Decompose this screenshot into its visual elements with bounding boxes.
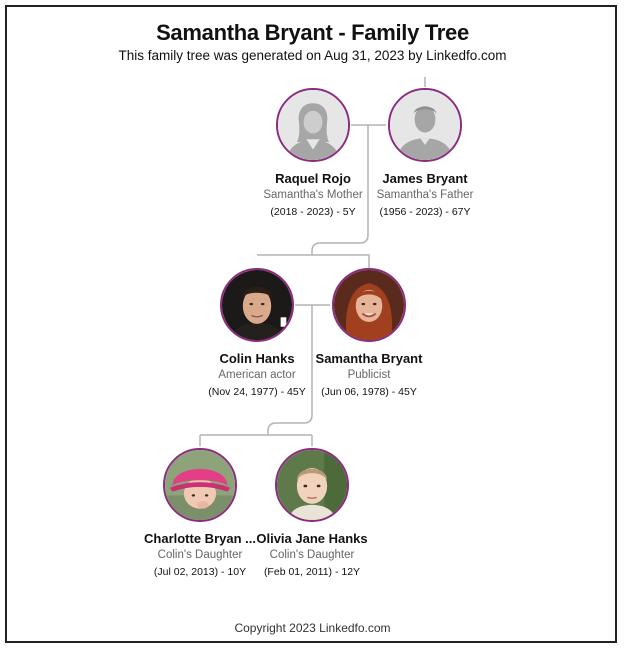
person-dates-olivia-jane-hanks: (Feb 01, 2011) - 12Y [263, 566, 361, 578]
page-title: Samantha Bryant - Family Tree [156, 20, 469, 45]
person-dates-james-bryant: (1956 - 2023) - 67Y [379, 206, 471, 218]
man-portrait-icon [222, 270, 292, 340]
copyright-footer[interactable]: Copyright 2023 Linkedfo.com [234, 621, 391, 635]
avatar-colin-hanks[interactable] [220, 268, 294, 342]
avatar-raquel-rojo[interactable] [276, 88, 350, 162]
person-role-charlotte: Colin's Daughter [157, 549, 243, 561]
toddler-pink-hat-icon [165, 450, 235, 520]
person-name-samantha-bryant[interactable]: Samantha Bryant [315, 351, 423, 366]
avatar-olivia-jane-hanks[interactable] [275, 448, 349, 522]
person-role-raquel-rojo: Samantha's Mother [263, 189, 363, 201]
person-name-charlotte[interactable]: Charlotte Bryan ... [144, 531, 256, 546]
connector-children-bar [257, 255, 369, 268]
woman-portrait-icon [334, 270, 404, 340]
page-subtitle: This family tree was generated on Aug 31, 2023 by Linkedfo.com [118, 48, 507, 63]
male-silhouette-icon [390, 90, 460, 160]
female-silhouette-icon [278, 90, 348, 160]
avatar-samantha-bryant[interactable] [332, 268, 406, 342]
person-name-olivia-jane-hanks[interactable]: Olivia Jane Hanks [256, 531, 368, 546]
person-role-james-bryant: Samantha's Father [376, 189, 474, 201]
person-role-colin-hanks: American actor [218, 369, 296, 381]
person-role-samantha-bryant: Publicist [347, 369, 391, 381]
person-name-colin-hanks[interactable]: Colin Hanks [219, 351, 295, 366]
toddler-portrait-icon [277, 450, 347, 520]
person-dates-raquel-rojo: (2018 - 2023) - 5Y [270, 206, 356, 218]
person-name-james-bryant[interactable]: James Bryant [382, 171, 468, 186]
person-role-olivia-jane-hanks: Colin's Daughter [269, 549, 355, 561]
person-dates-colin-hanks: (Nov 24, 1977) - 45Y [208, 386, 306, 398]
avatar-james-bryant[interactable] [388, 88, 462, 162]
person-name-raquel-rojo[interactable]: Raquel Rojo [275, 171, 351, 186]
person-dates-samantha-bryant: (Jun 06, 1978) - 45Y [321, 386, 417, 398]
avatar-charlotte[interactable] [163, 448, 237, 522]
person-dates-charlotte: (Jul 02, 2013) - 10Y [153, 566, 247, 578]
